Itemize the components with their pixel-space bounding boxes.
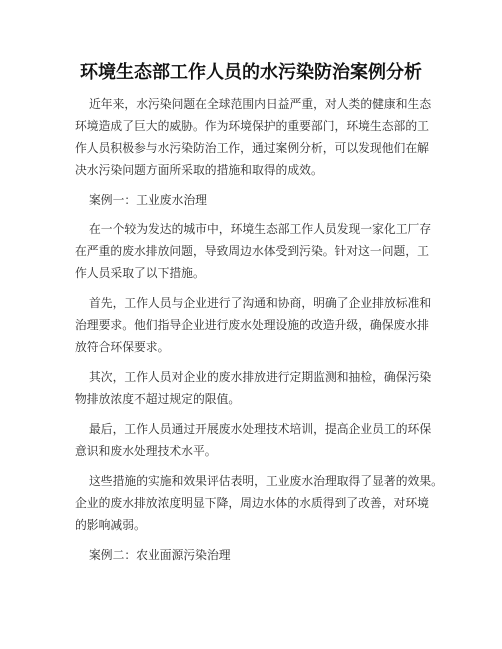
paragraph-line: 在一个较为发达的城市中，环境生态部工作人员发现一家化工厂存 — [89, 222, 432, 236]
paragraph-line: 决水污染问题方面所采取的措施和取得的成效。 — [75, 163, 323, 177]
paragraph-line: 近年来，水污染问题在全球范围内日益严重，对人类的健康和生态 — [89, 97, 432, 111]
section-heading: 案例一：工业废水治理 — [89, 193, 207, 207]
section-heading: 案例二：农业面源污染治理 — [89, 548, 231, 562]
paragraph-line: 这些措施的实施和效果评估表明，工业废水治理取得了显著的效果。 — [89, 474, 443, 488]
paragraph-line: 意识和废水处理技术水平。 — [75, 444, 217, 458]
paragraph-line: 放符合环保要求。 — [75, 340, 170, 354]
paragraph-line: 物排放浓度不超过规定的限值。 — [75, 392, 241, 406]
paragraph-line: 作人员采取了以下措施。 — [75, 266, 205, 280]
paragraph-line: 企业的废水排放浓度明显下降，周边水体的水质得到了改善，对环境 — [75, 496, 429, 510]
paragraph-line: 的影响减弱。 — [75, 518, 146, 532]
paragraph-line: 最后，工作人员通过开展废水处理技术培训，提高企业员工的环保 — [89, 422, 432, 436]
document-title: 环境生态部工作人员的水污染防治案例分析 — [80, 62, 422, 83]
paragraph-line: 其次，工作人员对企业的废水排放进行定期监测和抽检，确保污染 — [89, 370, 432, 384]
paragraph-line: 首先，工作人员与企业进行了沟通和协商，明确了企业排放标准和 — [89, 296, 432, 310]
paragraph-line: 作人员积极参与水污染防治工作，通过案例分析，可以发现他们在解 — [75, 141, 429, 155]
paragraph-line: 环境造成了巨大的威胁。作为环境保护的重要部门，环境生态部的工 — [75, 119, 429, 133]
paragraph-line: 治理要求。他们指导企业进行废水处理设施的改造升级，确保废水排 — [75, 318, 429, 332]
paragraph-line: 在严重的废水排放问题，导致周边水体受到污染。针对这一问题，工 — [75, 244, 429, 258]
